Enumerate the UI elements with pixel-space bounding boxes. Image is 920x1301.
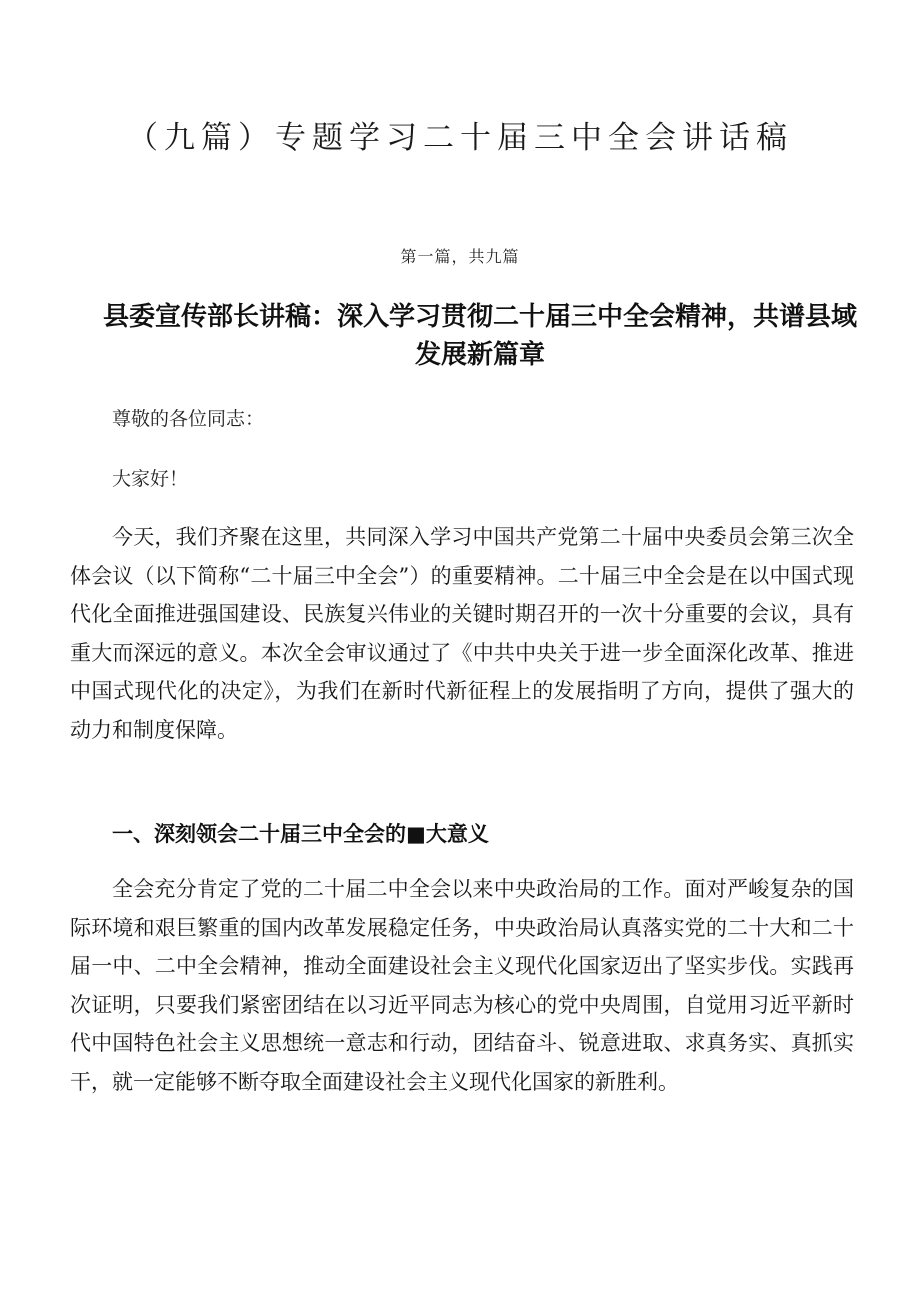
greeting: 大家好！ (112, 468, 189, 490)
part-label: 第一篇，共九篇 (400, 247, 520, 266)
body-paragraph-section-1: 全会充分肯定了党的二十届二中全会以来中央政治局的工作。面对严峻复杂的国际环境和艰巨繁重的国内改革发展稳定任务，中央政治局认真落实党的二十大和二十届一中、二中全会精神，推动全面建设社会主义现代化国家迈出了坚实步伐。实践再次证明，只要我们紧密团结在以习近平同志为核心的党中央周围，自觉用习近平新时代中国特色社会主义思想统一意志和行动，团结奋斗、锐意进取、求真务实、真抓实干，就一定能够不断夺取全面建设社会主义现代化国家的新胜利。 (70, 877, 854, 1094)
document-title: （九篇）专题学习二十届三中全会讲话稿 (127, 120, 793, 156)
section-heading-1: 一、深刻领会二十届三中全会的■大意义 (112, 822, 489, 846)
speech-title: 县委宣传部长讲稿：深入学习贯彻二十届三中全会精神，共谱县域发展新篇章 (102, 302, 857, 370)
salutation: 尊敬的各位同志： (112, 408, 265, 430)
body-paragraph-intro: 今天，我们齐聚在这里，共同深入学习中国共产党第二十届中央委员会第三次全体会议（以下简称“二十届三中全会”）的重要精神。二十届三中全会是在以中国式现代化全面推进强国建设、民族复兴伟业的关键时期召开的一次十分重要的会议，具有重大而深远的意义。本次全会审议通过了《中共中央关于进一步全面深化改革、推进中国式现代化的决定》，为我们在新时代新征程上的发展指明了方向，提供了强大的动力和制度保障。 (70, 525, 854, 742)
